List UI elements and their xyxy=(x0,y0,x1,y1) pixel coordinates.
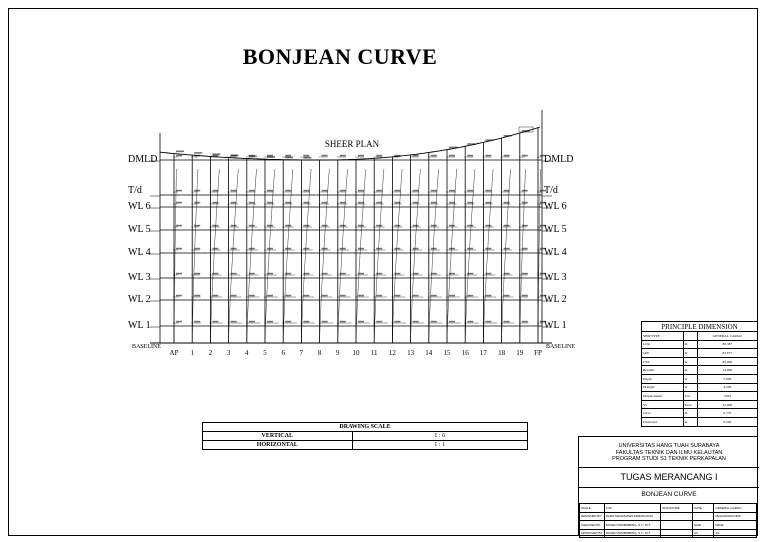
area-value-text xyxy=(522,190,528,192)
area-value-text xyxy=(176,321,182,323)
station-label: 7 xyxy=(299,349,304,357)
area-value-text xyxy=(504,248,510,250)
area-value-text xyxy=(249,190,255,192)
scale-vertical-label: VERTICAL xyxy=(203,432,353,441)
area-value-text xyxy=(449,225,455,227)
label-wl5-right: WL 5 xyxy=(544,224,567,235)
area-value-text xyxy=(394,202,400,204)
area-value-text xyxy=(194,321,200,323)
principle-dimension-table xyxy=(641,321,758,427)
title-block-cell xyxy=(661,529,693,538)
area-value-text xyxy=(504,202,510,204)
station-label: 8 xyxy=(317,349,322,357)
area-value-text xyxy=(431,321,437,323)
area-value-text xyxy=(413,190,419,192)
area-value-text xyxy=(376,248,382,250)
pd-unit: Ton xyxy=(683,392,697,401)
area-value-text xyxy=(267,202,273,204)
pd-unit: m xyxy=(683,374,697,383)
area-value-text xyxy=(249,321,255,323)
area-value-text xyxy=(231,202,237,204)
title-block-row xyxy=(580,521,757,530)
area-value-text xyxy=(485,155,491,157)
area-value-text xyxy=(522,225,528,227)
title-block-table xyxy=(579,503,757,538)
area-value-text xyxy=(322,202,328,204)
area-value-text xyxy=(176,273,182,275)
area-value-text xyxy=(522,295,528,297)
area-value-text xyxy=(303,157,311,159)
area-value-text xyxy=(394,155,400,157)
area-value-text xyxy=(504,190,510,192)
area-value-text xyxy=(376,295,382,297)
area-value-text xyxy=(285,157,293,159)
title-block-cell: NAMA MAHASISWA PERANCANG xyxy=(604,512,661,521)
station-label: 3 xyxy=(226,349,231,357)
pd-label: Draught xyxy=(642,383,684,392)
area-value-text xyxy=(285,190,291,192)
area-value-text xyxy=(522,321,528,323)
pd-label: Breadth xyxy=(642,366,684,375)
area-value-text xyxy=(212,273,218,275)
area-value-text xyxy=(231,155,239,157)
area-value-text xyxy=(431,155,437,157)
area-value-text xyxy=(485,321,491,323)
pd-unit: m xyxy=(683,409,697,418)
pd-unit: m xyxy=(683,366,697,375)
area-value-text xyxy=(231,190,237,192)
area-value-text xyxy=(467,143,475,145)
area-value-text xyxy=(449,295,455,297)
drawing-name: BONJEAN CURVE xyxy=(641,491,697,498)
area-value-text xyxy=(303,248,309,250)
area-value-text xyxy=(340,202,346,204)
title-block-cell: GENERAL CARGO xyxy=(714,504,757,513)
area-value-text xyxy=(322,295,328,297)
label-dmld-left: DMLD xyxy=(128,154,158,165)
area-value-text xyxy=(394,321,400,323)
area-value-text xyxy=(249,202,255,204)
title-block-cell: 1:50 xyxy=(604,504,661,513)
area-value-text xyxy=(358,225,364,227)
area-value-text xyxy=(212,321,218,323)
station-label: 15 xyxy=(443,349,451,357)
area-value-text xyxy=(522,248,528,250)
area-value-text xyxy=(504,135,512,137)
area-value-text xyxy=(212,202,218,204)
area-value-text xyxy=(322,225,328,227)
title-block-row xyxy=(580,504,757,513)
area-value-text xyxy=(231,295,237,297)
area-value-text xyxy=(431,225,437,227)
pd-value: 85,000 xyxy=(697,357,757,366)
area-value-text xyxy=(194,155,200,157)
area-value-text xyxy=(358,155,364,157)
pd-unit: m xyxy=(683,417,697,426)
label-wl1-right: WL 1 xyxy=(544,320,567,331)
pd-unit xyxy=(683,332,697,341)
principle-dimension-row xyxy=(642,383,758,392)
title-block-cell: A3 xyxy=(693,529,714,538)
principle-dimension-row xyxy=(642,392,758,401)
area-value-text xyxy=(394,248,400,250)
title-block-cell xyxy=(661,512,693,521)
area-value-text xyxy=(504,273,510,275)
area-value-text xyxy=(267,156,275,158)
area-value-text xyxy=(413,202,419,204)
station-label: 2 xyxy=(208,349,213,357)
scale-vertical-value: 1 : 6 xyxy=(352,432,528,441)
station-label: 16 xyxy=(461,349,469,357)
area-value-text xyxy=(285,202,291,204)
area-value-text xyxy=(449,321,455,323)
label-wl3-right: WL 3 xyxy=(544,272,567,283)
faculty-name: FAKULTAS TEKNIK DAN ILMU KELAUTAN xyxy=(615,449,723,456)
area-value-text xyxy=(212,295,218,297)
area-value-text xyxy=(376,225,382,227)
station-label: 1 xyxy=(190,349,194,357)
title-block-cell xyxy=(693,512,714,521)
area-value-text xyxy=(467,295,473,297)
scale-horizontal-value: 1 : 1 xyxy=(352,441,528,450)
area-value-text xyxy=(340,248,346,250)
pd-unit: m xyxy=(683,383,697,392)
area-value-text xyxy=(340,321,346,323)
station-label: 13 xyxy=(407,349,415,357)
area-value-text xyxy=(431,295,437,297)
pd-unit: Knot xyxy=(683,400,697,409)
area-value-text xyxy=(467,155,473,157)
title-block-cell: SIGNATURE xyxy=(661,504,693,513)
area-value-text xyxy=(285,321,291,323)
label-wl4-right: WL 4 xyxy=(544,247,567,258)
label-wl6-left: WL 6 xyxy=(128,201,151,212)
area-value-text xyxy=(431,190,437,192)
area-value-text xyxy=(322,321,328,323)
sheer-plan-label: SHEER PLAN xyxy=(324,139,380,149)
title-block-cell: MAHASISWA NRP xyxy=(714,512,757,521)
title-block-cell: DESIGNED BY xyxy=(580,512,605,521)
drawing-title: BONJEAN CURVE xyxy=(242,44,438,69)
label-td-left: T/d xyxy=(128,185,142,196)
area-value-text xyxy=(413,248,419,250)
area-value-text xyxy=(267,190,273,192)
station-label: 19 xyxy=(516,349,524,357)
area-value-text xyxy=(285,248,291,250)
pd-label: Depth xyxy=(642,374,684,383)
pd-label: Freeboard xyxy=(642,417,684,426)
area-value-text xyxy=(394,295,400,297)
area-value-text xyxy=(522,130,530,132)
scale-horizontal-label: HORIZONTAL xyxy=(203,441,353,450)
area-value-text xyxy=(467,225,473,227)
principle-dimension-row xyxy=(642,366,758,375)
pd-value: 14,000 xyxy=(697,366,757,375)
pd-value: 86,387 xyxy=(697,340,757,349)
area-value-text xyxy=(522,155,528,157)
area-value-text xyxy=(176,248,182,250)
area-value-text xyxy=(376,202,382,204)
station-label: 11 xyxy=(370,349,378,357)
area-value-text xyxy=(194,190,200,192)
program-name: PROGRAM STUDI S1 TEKNIK PERKAPALAN xyxy=(612,456,726,462)
principle-dimension-row xyxy=(642,374,758,383)
area-value-text xyxy=(485,295,491,297)
area-value-text xyxy=(303,295,309,297)
title-block-cell: DATE xyxy=(693,504,714,513)
station-label: 10 xyxy=(352,349,360,357)
title-block-cell: PAGE xyxy=(714,521,757,530)
area-value-text xyxy=(522,202,528,204)
area-value-text xyxy=(176,151,184,153)
area-value-text xyxy=(231,225,237,227)
pd-unit: m xyxy=(683,357,697,366)
task-name: TUGAS MERANCANG I xyxy=(620,472,718,482)
area-value-text xyxy=(449,155,455,157)
area-value-text xyxy=(249,248,255,250)
station-label: 12 xyxy=(388,349,396,357)
station-label: 4 xyxy=(245,349,249,357)
area-value-text xyxy=(176,190,182,192)
pd-value: 12,000 xyxy=(697,400,757,409)
station-label: 17 xyxy=(479,349,487,357)
pd-unit: m xyxy=(683,340,697,349)
area-value-text xyxy=(267,225,273,227)
area-value-text xyxy=(249,225,255,227)
area-value-text xyxy=(467,248,473,250)
station-label: 14 xyxy=(425,349,433,357)
pd-label: SHIP TYPE xyxy=(642,332,684,341)
area-value-text xyxy=(285,225,291,227)
area-value-text xyxy=(231,248,237,250)
area-value-text xyxy=(176,295,182,297)
label-wl1-left: WL 1 xyxy=(128,320,151,331)
principle-dimension-title: PRINCIPLE DIMENSION xyxy=(642,322,758,332)
area-value-text xyxy=(467,190,473,192)
title-block-cell: DOSEN PEMBIMBING, S.T., M.T. xyxy=(604,521,661,530)
area-value-text xyxy=(267,155,273,157)
pd-label: Displacement xyxy=(642,392,684,401)
area-value-text xyxy=(504,295,510,297)
area-value-text xyxy=(340,225,346,227)
label-wl5-left: WL 5 xyxy=(128,224,151,235)
area-value-text xyxy=(176,202,182,204)
label-dmld-right: DMLD xyxy=(544,154,574,165)
pd-label: LWL xyxy=(642,357,684,366)
title-block-row xyxy=(580,512,757,521)
area-value-text xyxy=(249,295,255,297)
area-value-text xyxy=(431,248,437,250)
station-label: 18 xyxy=(498,349,506,357)
label-wl2-left: WL 2 xyxy=(128,294,151,305)
institution-info xyxy=(579,443,759,463)
area-value-text xyxy=(413,155,419,157)
pd-value: 4,500 xyxy=(697,383,757,392)
area-value-text xyxy=(413,321,419,323)
area-value-text xyxy=(212,153,220,155)
principle-dimension-row xyxy=(642,409,758,418)
area-value-text xyxy=(303,190,309,192)
title-block-cell: SIZE xyxy=(693,521,714,530)
pd-unit: m xyxy=(683,349,697,358)
area-value-text xyxy=(504,321,510,323)
label-wl2-right: WL 2 xyxy=(544,294,567,305)
area-value-text xyxy=(522,273,528,275)
area-value-text xyxy=(194,202,200,204)
label-baseline-left: BASELINE xyxy=(132,344,161,350)
area-value-text xyxy=(267,295,273,297)
pd-value: 82,677 xyxy=(697,349,757,358)
title-block-cell: DOSEN PEMBIMBING, S.T., M.T. xyxy=(604,529,661,538)
pd-value: 0,770 xyxy=(697,409,757,418)
area-value-text xyxy=(212,248,218,250)
station-label: AP xyxy=(169,349,179,357)
area-value-text xyxy=(322,155,328,157)
principle-dimension-row xyxy=(642,340,758,349)
pd-value: 0,500 xyxy=(697,417,757,426)
pd-value: 7584 xyxy=(697,392,757,401)
area-value-text xyxy=(485,139,493,141)
title-block-cell xyxy=(661,521,693,530)
principle-dimension-row xyxy=(642,357,758,366)
area-value-text xyxy=(176,225,182,227)
area-value-text xyxy=(231,321,237,323)
area-value-text xyxy=(467,202,473,204)
area-value-text xyxy=(485,248,491,250)
area-value-text xyxy=(449,147,457,149)
label-wl6-right: WL 6 xyxy=(544,201,567,212)
pd-value: 7,000 xyxy=(697,374,757,383)
area-value-text xyxy=(358,190,364,192)
area-value-text xyxy=(358,295,364,297)
area-value-text xyxy=(285,155,291,157)
area-value-text xyxy=(376,321,382,323)
area-value-text xyxy=(322,248,328,250)
area-value-text xyxy=(322,190,328,192)
pd-label: Vs xyxy=(642,400,684,409)
area-value-text xyxy=(176,155,182,157)
area-value-text xyxy=(340,295,346,297)
area-value-text xyxy=(467,321,473,323)
area-value-text xyxy=(376,155,382,157)
area-value-text xyxy=(194,273,200,275)
principle-dimension-row xyxy=(642,400,758,409)
area-value-text xyxy=(212,225,218,227)
drawing-scale-table xyxy=(202,422,528,450)
area-value-text xyxy=(358,321,364,323)
label-wl3-left: WL 3 xyxy=(128,272,151,283)
pd-label: Cbwl xyxy=(642,409,684,418)
area-value-text xyxy=(449,202,455,204)
title-block xyxy=(578,436,758,536)
area-value-text xyxy=(303,155,309,157)
area-value-text xyxy=(194,225,200,227)
area-value-text xyxy=(485,190,491,192)
area-value-text xyxy=(413,225,419,227)
pd-label: LPP xyxy=(642,349,684,358)
area-value-text xyxy=(340,155,346,157)
area-value-text xyxy=(285,295,291,297)
area-value-text xyxy=(249,155,257,157)
label-wl4-left: WL 4 xyxy=(128,247,151,258)
title-block-cell: SCALE xyxy=(580,504,605,513)
station-label: 6 xyxy=(281,349,285,357)
label-td-right: T/d xyxy=(544,185,558,196)
area-value-text xyxy=(449,248,455,250)
area-value-text xyxy=(303,321,309,323)
area-value-text xyxy=(504,155,510,157)
area-value-text xyxy=(394,190,400,192)
label-baseline-right: BASELINE xyxy=(546,344,575,350)
area-value-text xyxy=(212,190,218,192)
principle-dimension-row xyxy=(642,417,758,426)
area-value-text xyxy=(194,295,200,297)
area-value-text xyxy=(431,202,437,204)
area-value-text xyxy=(267,321,273,323)
station-label: FP xyxy=(534,349,542,357)
area-value-text xyxy=(413,295,419,297)
station-label: 9 xyxy=(336,349,340,357)
area-value-text xyxy=(358,202,364,204)
title-block-cell: APPROVED BY xyxy=(580,529,605,538)
station-label: 5 xyxy=(263,349,267,357)
area-value-text xyxy=(340,190,346,192)
drawing-scale-header: DRAWING SCALE xyxy=(203,423,528,432)
area-value-text xyxy=(449,190,455,192)
area-value-text xyxy=(303,225,309,227)
title-block-cell: 1/1 xyxy=(714,529,757,538)
pd-value: GENERAL CARGO xyxy=(697,332,757,341)
area-value-text xyxy=(485,202,491,204)
university-name: UNIVERSITAS HANG TUAH SURABAYA xyxy=(618,443,720,449)
title-block-divider xyxy=(579,487,759,488)
area-value-text xyxy=(376,190,382,192)
title-block-divider xyxy=(579,467,759,468)
title-block-row xyxy=(580,529,757,538)
area-value-text xyxy=(504,225,510,227)
principle-dimension-row xyxy=(642,349,758,358)
principle-dimension-row xyxy=(642,332,758,341)
area-value-text xyxy=(485,225,491,227)
pd-label: LOA xyxy=(642,340,684,349)
title-block-cell: CHECKED BY xyxy=(580,521,605,530)
area-value-text xyxy=(194,152,202,154)
area-value-text xyxy=(358,248,364,250)
area-value-text xyxy=(267,248,273,250)
area-value-text xyxy=(394,225,400,227)
area-value-text xyxy=(194,248,200,250)
area-value-text xyxy=(303,202,309,204)
